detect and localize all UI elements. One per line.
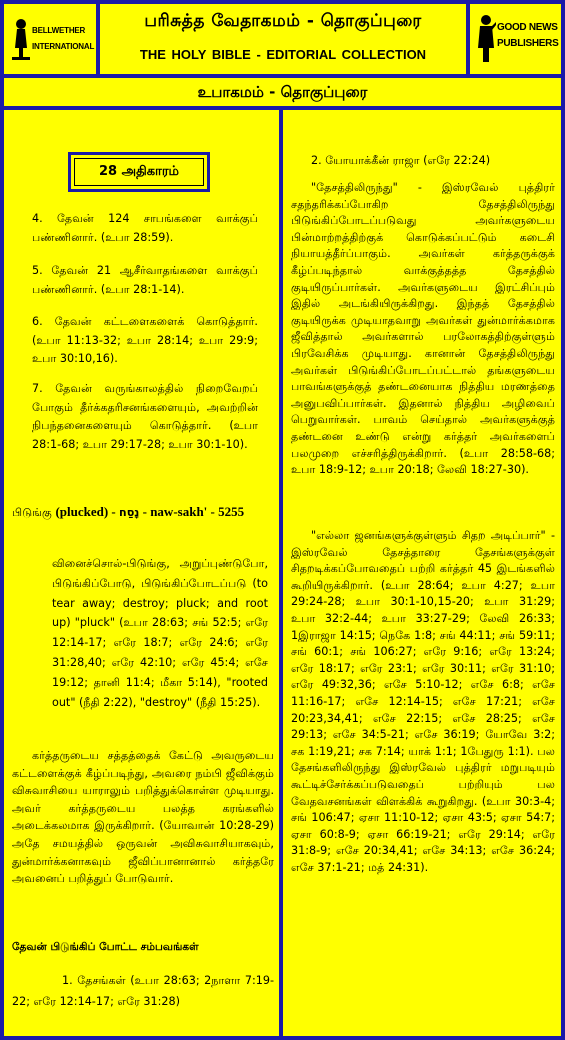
chapter-box <box>68 152 210 192</box>
word-hebrew: נָסַח <box>119 506 140 519</box>
logo-line1: BELLWETHER <box>32 26 86 35</box>
word-tamil: பிடுங்கு <box>12 506 56 519</box>
herald-figure-icon <box>476 14 496 64</box>
body-paragraph: "எல்லா ஜனங்களுக்குள்ளும் சிதற அடிப்பார்" - இஸ்ரவேல் தேசத்தாரை தேசங்களுக்குள் சிதறடிக்கப்போவதைப் பற்றி கர்த்தர் 45 இடங்களில் கூறியிருக்கிறார். (உபா 28:64; உபா 4:27; உபா 29:24-28; உபா 30:1-10,15-20; உபா 31:29; உபா 32:2-44; உபா 33:27-29; லேவி 26:33; 1இராஜா 14:15; நெகே 1:8; சங் 44:11; சங் 59:11; சங் 60:1; சங் 106:27; எரே 9:16; எரே 13:24; எரே 18:17; எரே 23:1; எரே 30:11; எரே 31:10; எரே 49:32,36; எசே 5:10-12; எசே 6:8; எசே 11:16-17; எசே 12:14-15; எசே 17:21; எசே 20:23,34,41; எசே 22:15; எசே 28:25; எசே 29:13; எசே 34:5-21; எசே 36:19; யோவே 3:2; சக 1:19,21; சக 7:14; யாக் 1:1; 1பேதுரு 1:1). பல தேசங்களிலிருந்து இஸ்ரவேல் புத்திரர் மறுபடியும் கூட்டிச்சேர்க்கப்படுவதைப் பற்றியும் பல வேதவசனங்கள் விளக்கிக் கூறுகிறது. (உபா 30:3-4; சங் 106:47; ஏசா 11:10-12; ஏசா 43:5; ஏசா 54:7; ஏசா 60:8-9; ஏசா 66:19-21; எரே 29:14; எரே 31:8-9; எசே 20:34,41; எசே 34:13; எசே 36:24; எசே 37:1-21; மத் 24:31). <box>291 529 555 874</box>
logo-line2: INTERNATIONAL <box>32 42 95 51</box>
english-title: THE HOLY BIBLE - EDITORIAL COLLECTION <box>139 47 427 62</box>
word-dash: - <box>108 504 120 519</box>
left-column <box>4 110 279 1036</box>
logo-line1: GOOD NEWS <box>497 22 558 33</box>
section-item: 1. தேசங்கள் (உபா 28:63; 2நாளா 7:19-22; எரே 12:14-17; எரே 31:28) <box>12 974 274 1008</box>
tamil-title: பரிசுத்த வேதாகமம் - தொகுப்புரை <box>144 11 422 31</box>
list-item: 7. தேவன் வருங்காலத்தில் நிறைவேறப் போகும் தீர்க்கதரிசனங்களையும், அவற்றின் நிபந்தனைகளையும் கொடுத்தார். (உபா 28:1-68; உபா 29:17-28; உபா 30:1-10). <box>32 382 258 451</box>
word-entry <box>12 502 274 523</box>
list-item: 4. தேவன் 124 சாபங்களை வாக்குப் பண்ணினார். (உபா 28:59). <box>32 212 258 244</box>
book-subtitle: உபாகமம் - தொகுப்புரை <box>197 83 368 101</box>
word-definition: வினைச்சொல்-பிடுங்கு, அறுப்புண்டுபோ, பிடுங்கிப்போடு, பிடுங்கிப்போடப்படு (to tear away; destroy; pluck; and root up) "pluck" (உபா 28:63; சங் 52:5; எரே 12:14-17; எரே 18:7; எரே 24:6; எரே 31:28,40; எரே 42:10; எரே 45:4; எசே 19:12; தானி 11:4; மீகா 5:14), "rooted out" (நீதி 2:22), "destroy" (நீதி 15:25). <box>52 557 268 709</box>
header-title-box <box>100 4 466 74</box>
chapter-label: 28 அதிகாரம் <box>74 158 204 186</box>
good-news-logo <box>470 4 561 74</box>
word-english: (plucked) <box>55 504 109 519</box>
body-paragraph: கர்த்தருடைய சத்தத்தைக் கேட்டு அவருடைய கட்டளைக்குக் கீழ்ப்படிந்து, அவரை நம்பி ஜீவிக்கும் விசுவாசியை யாராலும் பறித்துக்கொள்ள முடியாது. அவர் கர்த்தருடைய பலத்த கரங்களில் அடைக்கலமாக இருக்கிறார். (யோவான் 10:28-29) அதே சமயத்தில் ஒருவன் அவிசுவாசியாகவும், துன்மார்க்கனாகவும் ஜீவிப்பானானால் கர்த்தரே அவனைப் பறித்துப் போடுவார். <box>12 749 274 886</box>
bellwether-logo <box>4 4 96 74</box>
list-item: 5. தேவன் 21 ஆசீர்வாதங்களை வாக்குப் பண்ணினார். (உபா 28:1-14). <box>32 264 258 296</box>
word-transliteration: - naw-sakh' - 5255 <box>139 504 245 519</box>
section-heading: தேவன் பிடுங்கிப் போட்ட சம்பவங்கள் <box>12 941 199 953</box>
item-heading: 2. யோயாக்கீன் ராஜா (எரே 22:24) <box>311 154 491 167</box>
ram-figure-icon <box>12 18 30 60</box>
body-paragraph: "தேசத்திலிருந்து" - இஸ்ரவேல் புத்திரர் சதந்தரிக்கப்போகிற தேசத்திலிருந்து பிடுங்கிப்போடப்படுவது அவர்களுடைய பின்மாற்றத்திற்குக் கொடுக்கப்பட்டும் கடைசி நியாயத்தீர்ப்பாகும். அவர்கள் கர்த்தருக்குக் கீழ்ப்படிந்தால் வாக்குத்தத்த தேசத்தில் குடியிருப்பார்கள். அவர்களுடைய இரட்சிப்பும் இதில் அடங்கியிருக்கிறது. இந்தத் தேசத்தில் குடியிருக்க முடியாதவாறு அவர்கள் துன்மார்க்கமாக ஜீவித்தால் அவர்களால் பரலோகத்திற்குள்ளும் பிரவேசிக்க முடியாது. கானான் தேசத்திலிருந்து அவர்கள் பிடுங்கிப்போடப்பட்டால் தங்களுடைய பாவங்களுக்குத் தண்டனையாக நித்திய மரணத்தை அனுபவிப்பார்கள். இதனால் நித்திய அழிவைப் பெறுவார்கள். பாவம் செய்தால் அவர்களுக்குத் தண்டனை உண்டு என்று கர்த்தர் அவர்களைப் பலமுறை எச்சரித்திருக்கிறார். (உபா 28:58-68; உபா 18:9-12; உபா 20:18; லேவி 18:27-30). <box>291 181 555 477</box>
right-column <box>283 110 561 1036</box>
subtitle-bar <box>4 78 561 106</box>
logo-line2: PUBLISHERS <box>497 38 559 49</box>
list-item: 6. தேவன் கட்டளைகளைக் கொடுத்தார். (உபா 11:13-32; உபா 28:14; உபா 29:9; உபா 30:10,16). <box>32 315 258 366</box>
